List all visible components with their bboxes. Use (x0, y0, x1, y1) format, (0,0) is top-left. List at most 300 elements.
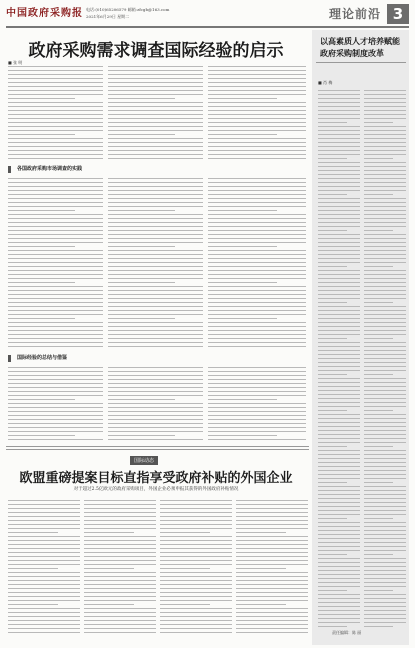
text-line (364, 414, 406, 415)
text-line (8, 206, 103, 207)
text-line (208, 218, 306, 219)
text-line (364, 570, 406, 571)
text-line (318, 586, 360, 587)
text-line (8, 338, 103, 339)
text-line (208, 182, 306, 183)
text-line (108, 419, 203, 420)
text-line (208, 206, 306, 207)
text-line (364, 594, 406, 595)
text-line (84, 520, 156, 521)
text-line (108, 182, 203, 183)
text-line (8, 616, 80, 617)
text-line (318, 458, 360, 459)
text-line (108, 294, 203, 295)
text-line (364, 350, 406, 351)
text-line (236, 520, 308, 521)
text-line (8, 411, 103, 412)
text-line (208, 346, 306, 347)
text-line (364, 342, 406, 343)
text-line (84, 504, 156, 505)
text-line (364, 562, 406, 563)
sidebar-column (364, 90, 406, 630)
text-line (236, 632, 308, 633)
text-line (364, 334, 406, 335)
text-line (108, 387, 203, 388)
text-line (84, 600, 156, 601)
text-line (364, 498, 406, 499)
text-line (84, 548, 156, 549)
text-line (364, 226, 406, 227)
text-line (8, 371, 103, 372)
text-line (318, 446, 347, 447)
text-line (364, 542, 406, 543)
text-line (318, 338, 347, 339)
text-line (108, 202, 203, 203)
text-line (8, 282, 75, 283)
text-line (236, 604, 286, 605)
text-line (318, 346, 360, 347)
text-line (208, 78, 306, 79)
text-line (8, 346, 103, 347)
text-line (236, 532, 286, 533)
text-line (8, 588, 80, 589)
text-line (108, 314, 203, 315)
text-line (208, 274, 306, 275)
text-line (8, 334, 103, 335)
text-line (208, 318, 277, 319)
text-line (364, 602, 406, 603)
text-line (208, 178, 306, 179)
text-line (318, 538, 360, 539)
text-line (8, 302, 103, 303)
text-line (318, 282, 360, 283)
text-line (160, 512, 232, 513)
text-line (108, 403, 203, 404)
text-line (8, 568, 58, 569)
text-line (208, 242, 306, 243)
text-line (84, 616, 156, 617)
text-line (364, 162, 406, 163)
text-line (160, 540, 232, 541)
text-line (8, 298, 103, 299)
text-line (208, 379, 306, 380)
masthead (6, 4, 409, 24)
text-line (318, 230, 347, 231)
text-line (108, 399, 175, 400)
text-line (318, 350, 360, 351)
main-byline: ■ 张 明 (8, 60, 23, 65)
text-line (318, 554, 347, 555)
text-line (318, 202, 360, 203)
text-line (84, 584, 156, 585)
text-line (318, 246, 360, 247)
text-line (318, 298, 360, 299)
text-line (364, 510, 406, 511)
text-line (364, 438, 406, 439)
text-line (318, 178, 360, 179)
text-line (236, 536, 308, 537)
text-line (318, 358, 360, 359)
text-line (318, 450, 360, 451)
text-line (160, 580, 232, 581)
text-line (8, 90, 103, 91)
text-line (318, 370, 360, 371)
text-line (8, 246, 75, 247)
text-line (108, 346, 203, 347)
text-line (364, 298, 406, 299)
text-line (364, 422, 406, 423)
text-line (364, 374, 393, 375)
text-line (236, 588, 308, 589)
text-line (8, 532, 58, 533)
text-line (318, 294, 360, 295)
text-line (364, 254, 406, 255)
bottom-deck: 对于超过2.5亿欧元的政府采购项目，外国企业必须申报其获得的外国政府补贴情况 (73, 487, 239, 492)
text-line (108, 306, 203, 307)
text-line (8, 322, 103, 323)
text-line (236, 544, 308, 545)
text-line (364, 418, 406, 419)
text-line (364, 506, 406, 507)
text-line (318, 134, 360, 135)
text-line (8, 552, 80, 553)
section-name: 理论前沿 (328, 7, 381, 21)
text-line (318, 470, 360, 471)
text-line (8, 508, 80, 509)
text-line (318, 122, 347, 123)
text-line (108, 431, 203, 432)
text-line (318, 138, 360, 139)
text-line (208, 146, 306, 147)
text-line (364, 578, 406, 579)
text-line (364, 586, 406, 587)
text-line (208, 138, 306, 139)
text-line (318, 250, 360, 251)
text-line (84, 560, 156, 561)
text-line (208, 435, 277, 436)
text-line (8, 102, 103, 103)
text-line (318, 278, 360, 279)
article-column (8, 178, 103, 350)
text-line (318, 170, 360, 171)
text-line (318, 390, 360, 391)
text-line (108, 74, 203, 75)
text-line (364, 550, 406, 551)
text-line (160, 504, 232, 505)
section-heading: 各国政府采购市场调查的实践 (8, 166, 82, 173)
article-column (236, 500, 308, 636)
text-line (108, 178, 203, 179)
article-column (108, 66, 203, 162)
text-line (108, 210, 175, 211)
text-line (8, 330, 103, 331)
text-line (364, 434, 406, 435)
text-line (318, 290, 360, 291)
text-line (236, 620, 308, 621)
text-line (318, 398, 360, 399)
text-line (8, 178, 103, 179)
text-line (108, 266, 203, 267)
text-line (8, 560, 80, 561)
text-line (318, 102, 360, 103)
text-line (160, 604, 210, 605)
text-line (8, 98, 75, 99)
text-line (208, 367, 306, 368)
text-line (236, 516, 308, 517)
text-line (8, 540, 80, 541)
text-line (364, 478, 406, 479)
text-line (208, 399, 277, 400)
text-line (318, 502, 360, 503)
text-line (108, 262, 203, 263)
text-line (364, 598, 406, 599)
text-line (318, 270, 360, 271)
text-line (8, 608, 80, 609)
text-line (8, 576, 80, 577)
text-line (208, 306, 306, 307)
text-line (208, 74, 306, 75)
text-line (8, 66, 103, 67)
text-line (318, 302, 347, 303)
text-line (364, 102, 406, 103)
text-line (208, 334, 306, 335)
text-line (318, 442, 360, 443)
text-line (208, 202, 306, 203)
text-line (8, 326, 103, 327)
text-line (84, 588, 156, 589)
section-heading: 国际经验的总结与借鉴 (8, 355, 67, 362)
article-column (208, 66, 306, 162)
text-line (364, 458, 406, 459)
text-line (160, 612, 232, 613)
text-line (8, 138, 103, 139)
text-line (8, 596, 80, 597)
text-line (84, 612, 156, 613)
text-line (208, 411, 306, 412)
text-line (364, 338, 393, 339)
text-line (160, 560, 232, 561)
text-line (108, 298, 203, 299)
text-line (318, 618, 360, 619)
text-line (208, 342, 306, 343)
text-line (8, 262, 103, 263)
text-line (236, 608, 308, 609)
text-line (236, 524, 308, 525)
text-line (236, 564, 308, 565)
text-line (208, 90, 306, 91)
text-line (160, 576, 232, 577)
text-line (318, 194, 347, 195)
text-line (208, 234, 306, 235)
text-line (364, 130, 406, 131)
text-line (236, 560, 308, 561)
text-line (318, 198, 360, 199)
text-line (208, 210, 277, 211)
text-line (364, 170, 406, 171)
text-line (318, 258, 360, 259)
text-line (108, 439, 203, 440)
text-line (318, 430, 360, 431)
text-line (236, 596, 308, 597)
text-line (208, 423, 306, 424)
text-line (208, 326, 306, 327)
text-line (8, 86, 103, 87)
text-line (318, 98, 360, 99)
text-line (208, 310, 306, 311)
text-line (318, 622, 360, 623)
text-line (8, 230, 103, 231)
text-line (8, 572, 80, 573)
text-line (160, 628, 232, 629)
text-line (108, 282, 175, 283)
text-line (108, 427, 203, 428)
text-line (208, 314, 306, 315)
text-line (318, 166, 360, 167)
text-line (208, 158, 306, 159)
text-line (318, 222, 360, 223)
text-line (364, 358, 406, 359)
text-line (8, 286, 103, 287)
text-line (8, 250, 103, 251)
text-line (318, 174, 360, 175)
text-line (160, 556, 232, 557)
text-line (108, 138, 203, 139)
text-line (8, 604, 58, 605)
text-line (108, 270, 203, 271)
text-line (318, 394, 360, 395)
text-line (108, 98, 175, 99)
text-line (108, 334, 203, 335)
text-line (108, 94, 203, 95)
text-line (318, 590, 347, 591)
text-line (364, 154, 406, 155)
text-line (108, 367, 203, 368)
text-line (84, 556, 156, 557)
text-line (364, 566, 406, 567)
text-line (8, 628, 80, 629)
paper-logo: 中国政府采购报 (6, 8, 83, 19)
text-line (108, 250, 203, 251)
text-line (8, 314, 103, 315)
text-line (8, 427, 103, 428)
text-line (318, 106, 360, 107)
text-line (236, 504, 308, 505)
text-line (208, 431, 306, 432)
text-line (208, 270, 306, 271)
text-line (108, 198, 203, 199)
masthead-rule (6, 26, 409, 28)
text-line (318, 114, 360, 115)
text-line (236, 500, 308, 501)
text-line (8, 258, 103, 259)
text-line (8, 395, 103, 396)
text-line (318, 546, 360, 547)
text-line (364, 194, 393, 195)
text-line (208, 395, 306, 396)
text-line (364, 318, 406, 319)
text-line (236, 612, 308, 613)
text-line (8, 310, 103, 311)
text-line (364, 266, 393, 267)
text-line (364, 218, 406, 219)
text-line (364, 190, 406, 191)
text-line (364, 354, 406, 355)
text-line (318, 530, 360, 531)
text-line (364, 554, 393, 555)
text-line (8, 154, 103, 155)
text-line (318, 570, 360, 571)
text-line (84, 512, 156, 513)
text-line (8, 294, 103, 295)
text-line (318, 414, 360, 415)
sidebar-headline: 政府采购制度改革 (320, 48, 384, 58)
text-line (364, 346, 406, 347)
article-column (8, 500, 80, 636)
text-line (8, 122, 103, 123)
text-line (108, 194, 203, 195)
text-line (318, 482, 347, 483)
text-line (364, 150, 406, 151)
text-line (208, 286, 306, 287)
text-line (364, 202, 406, 203)
text-line (84, 516, 156, 517)
text-line (364, 582, 406, 583)
text-line (8, 548, 80, 549)
text-line (364, 158, 393, 159)
text-line (84, 500, 156, 501)
text-line (8, 306, 103, 307)
text-line (236, 580, 308, 581)
text-line (108, 326, 203, 327)
text-line (318, 610, 360, 611)
text-line (108, 238, 203, 239)
text-line (84, 532, 134, 533)
text-line (318, 142, 360, 143)
text-line (318, 146, 360, 147)
text-line (108, 234, 203, 235)
text-line (8, 387, 103, 388)
text-line (318, 310, 360, 311)
text-line (208, 130, 306, 131)
text-line (108, 78, 203, 79)
text-line (108, 226, 203, 227)
text-line (364, 386, 406, 387)
text-line (8, 379, 103, 380)
text-line (8, 520, 80, 521)
text-line (160, 632, 232, 633)
text-line (108, 106, 203, 107)
text-line (318, 218, 360, 219)
text-line (318, 474, 360, 475)
text-line (364, 502, 406, 503)
text-line (8, 130, 103, 131)
text-line (364, 310, 406, 311)
text-line (108, 391, 203, 392)
text-line (208, 415, 306, 416)
text-line (108, 254, 203, 255)
text-line (236, 600, 308, 601)
text-line (364, 114, 406, 115)
text-line (318, 266, 347, 267)
text-line (84, 508, 156, 509)
text-line (318, 378, 360, 379)
text-line (318, 422, 360, 423)
text-line (160, 620, 232, 621)
text-line (318, 438, 360, 439)
text-line (8, 194, 103, 195)
text-line (8, 146, 103, 147)
text-line (108, 230, 203, 231)
